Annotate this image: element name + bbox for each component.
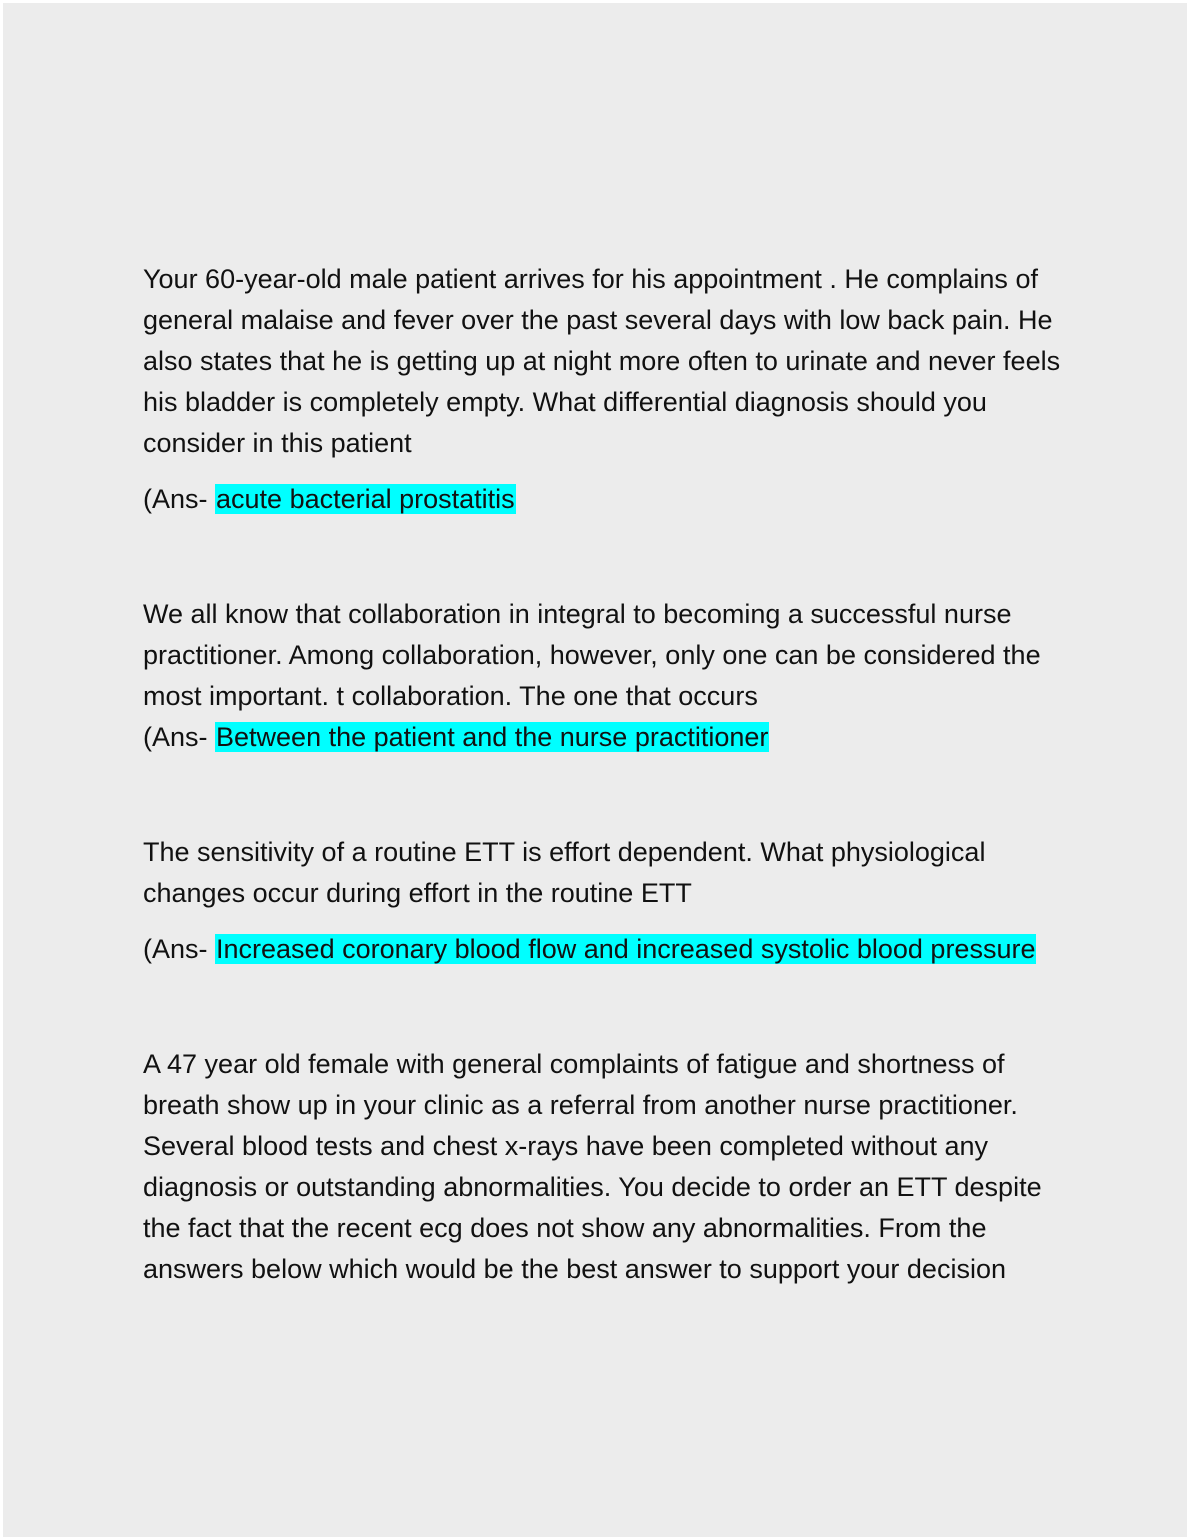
answer-prefix: (Ans- [143,934,216,964]
spacer [143,758,1063,832]
question-4: A 47 year old female with general complaints of fatigue and shortness of breath show up in your clinic as a referral from another nurse practitioner. Several blood tests and chest x-rays have been completed without any diagnosis or outstanding abnormalities. You decide to order an ETT despite the fact that the recent ecg does not show any abnormalities. From the answers below which would be the best answer to support your decision [143,1049,1042,1284]
spacer [143,970,1063,1044]
question-3: The sensitivity of a routine ETT is effort dependent. What physiological changes occur during effort in the routine ETT [143,837,986,908]
answer-prefix: (Ans- [143,484,216,514]
answer-highlight: Increased coronary blood flow and increased systolic blood pressure [216,934,1036,964]
document-content [143,259,1063,1290]
document-page [3,3,1187,1537]
answer-2 [143,717,1063,758]
answer-prefix: (Ans- [143,722,216,752]
question-1: Your 60-year-old male patient arrives for his appointment . He complains of general malaise and fever over the past several days with low back pain. He also states that he is getting up at night more often to urinate and never feels his bladder is completely empty. What differential diagnosis should you consider in this patient [143,264,1061,458]
answer-highlight: acute bacterial prostatitis [216,484,515,514]
spacer [143,520,1063,594]
answer-1 [143,479,1063,520]
question-2: We all know that collaboration in integral to becoming a successful nurse practitioner. Among collaboration, however, only one can be considered the most important. t collaboration. The one that occurs [143,599,1041,711]
answer-3 [143,929,1063,970]
answer-highlight: Between the patient and the nurse practitioner [216,722,769,752]
